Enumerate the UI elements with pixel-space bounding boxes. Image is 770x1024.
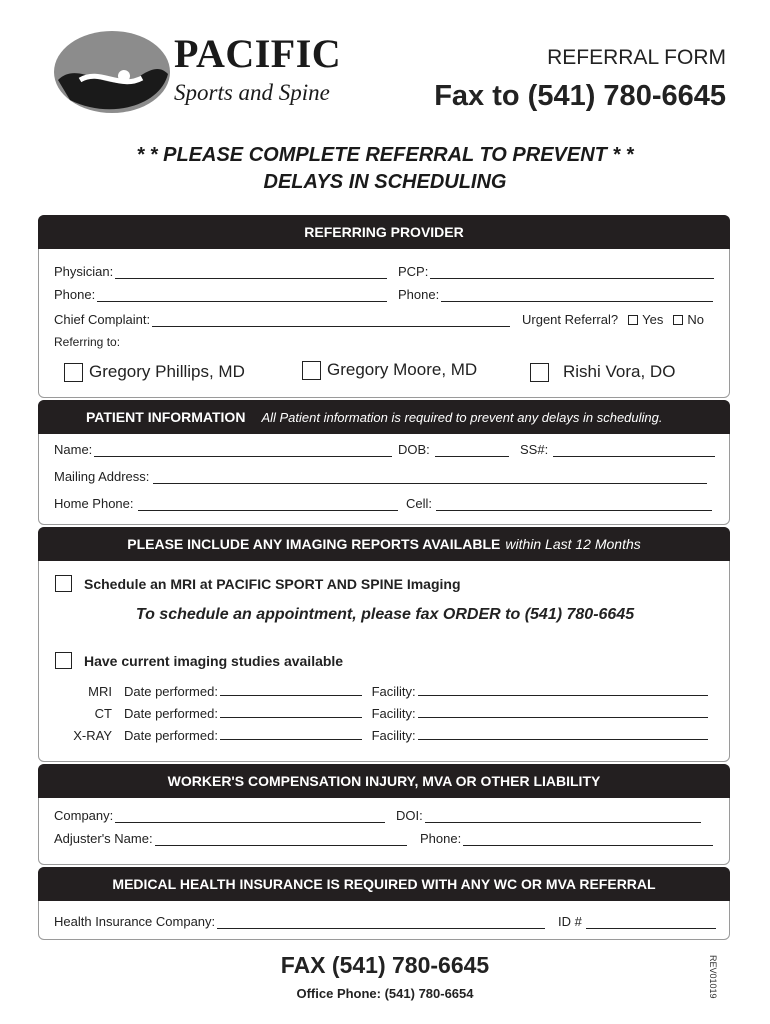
pcp-phone-line[interactable] [441, 289, 713, 302]
adjuster-phone-line[interactable] [463, 833, 713, 846]
moore-label: Gregory Moore, MD [327, 360, 478, 379]
modality-ct: CT [94, 706, 112, 721]
doi-line[interactable] [425, 810, 701, 823]
vora-checkbox[interactable] [530, 363, 549, 382]
schedule-mri-label: Schedule an MRI at PACIFIC SPORT AND SPINE Imaging [84, 575, 461, 592]
urgent-referral-field [522, 312, 704, 327]
current-imaging-checkbox[interactable] [55, 652, 72, 669]
dob-label: DOB: [398, 442, 430, 457]
fax-title: Fax to (541) 780-6645 [434, 80, 726, 112]
referring-to-label: Referring to: [54, 335, 121, 349]
health-insurance-line[interactable] [217, 916, 545, 929]
urgent-yes-checkbox[interactable] [628, 315, 638, 325]
health-insurance-field[interactable] [54, 914, 545, 929]
patient-name-field[interactable] [54, 442, 392, 457]
urgent-no-checkbox[interactable] [673, 315, 683, 325]
schedule-mri-option[interactable] [55, 575, 461, 592]
imaging-row-mri [60, 683, 708, 699]
workers-comp-bar [38, 764, 730, 798]
imaging-row-xray [60, 727, 708, 743]
adjuster-name-field[interactable] [54, 831, 407, 846]
moore-checkbox[interactable] [302, 361, 321, 380]
brand-subtitle: Sports and Spine [174, 80, 330, 105]
pcp-line[interactable] [430, 266, 714, 279]
ct-date-label: Date performed: [124, 706, 218, 721]
patient-info-title: PATIENT INFORMATION [86, 409, 246, 425]
patient-info-note: All Patient information is required to prevent any delays in scheduling. [261, 409, 663, 425]
wc-company-label: Company: [54, 808, 114, 823]
ct-facility-line[interactable] [418, 705, 708, 718]
provider-option-moore[interactable] [302, 360, 477, 380]
patient-name-line[interactable] [94, 444, 392, 457]
insurance-id-line[interactable] [586, 916, 716, 929]
imaging-title: PLEASE INCLUDE ANY IMAGING REPORTS AVAILABLE [127, 536, 501, 552]
current-imaging-label: Have current imaging studies available [84, 652, 344, 669]
adjuster-phone-field[interactable] [420, 831, 713, 846]
adjuster-name-label: Adjuster's Name: [54, 831, 153, 846]
imaging-row-ct [60, 705, 708, 721]
provider-option-phillips[interactable] [64, 362, 245, 382]
phillips-label: Gregory Phillips, MD [89, 362, 245, 381]
insurance-id-label: ID # [558, 914, 582, 929]
ct-facility-label: Facility: [371, 706, 416, 721]
notice-line-1: * * PLEASE COMPLETE REFERRAL TO PREVENT * * [136, 144, 634, 166]
imaging-note: within Last 12 Months [505, 536, 641, 552]
mri-facility-label: Facility: [371, 684, 416, 699]
xray-facility-label: Facility: [371, 728, 416, 743]
footer-fax: FAX (541) 780-6645 [280, 952, 490, 978]
schedule-appointment-note: To schedule an appointment, please fax ORDER to (541) 780-6645 [135, 606, 635, 623]
home-phone-label: Home Phone: [54, 496, 134, 511]
mri-facility-line[interactable] [418, 683, 708, 696]
modality-xray: X-RAY [73, 728, 112, 743]
home-phone-line[interactable] [138, 498, 398, 511]
referring-provider-title: REFERRING PROVIDER [304, 224, 464, 240]
chief-complaint-label: Chief Complaint: [54, 312, 151, 327]
physician-label: Physician: [54, 264, 114, 279]
imaging-bar [38, 527, 730, 561]
urgent-no-label: No [687, 312, 704, 327]
mailing-address-field[interactable] [54, 469, 707, 484]
cell-field[interactable] [406, 496, 712, 511]
mailing-address-line[interactable] [153, 471, 707, 484]
urgent-referral-label: Urgent Referral? [522, 312, 619, 327]
xray-date-line[interactable] [220, 727, 362, 740]
physician-field[interactable] [54, 264, 387, 279]
pcp-phone-label: Phone: [398, 287, 440, 302]
phillips-checkbox[interactable] [64, 363, 83, 382]
mailing-address-label: Mailing Address: [54, 469, 150, 484]
mri-date-label: Date performed: [124, 684, 218, 699]
workers-comp-title: WORKER'S COMPENSATION INJURY, MVA OR OTHER LIABILITY [167, 773, 601, 789]
ss-field[interactable] [520, 442, 715, 457]
patient-info-bar [38, 400, 730, 434]
insurance-id-field[interactable] [558, 914, 716, 929]
cell-line[interactable] [436, 498, 712, 511]
provider-phone-label: Phone: [54, 287, 96, 302]
insurance-title: MEDICAL HEALTH INSURANCE IS REQUIRED WITH ANY WC OR MVA REFERRAL [112, 876, 656, 892]
notice-line-2: DELAYS IN SCHEDULING [263, 171, 507, 193]
brand-name: PACIFIC [174, 31, 342, 76]
doi-field[interactable] [396, 808, 701, 823]
mri-date-line[interactable] [220, 683, 362, 696]
insurance-bar [38, 867, 730, 901]
vora-label: Rishi Vora, DO [563, 362, 676, 381]
adjuster-name-line[interactable] [155, 833, 407, 846]
chief-complaint-line[interactable] [152, 314, 510, 327]
urgent-yes-label: Yes [642, 312, 664, 327]
ss-label: SS#: [520, 442, 549, 457]
xray-date-label: Date performed: [124, 728, 218, 743]
health-insurance-label: Health Insurance Company: [54, 914, 216, 929]
wc-company-line[interactable] [115, 810, 385, 823]
pcp-label: PCP: [398, 264, 429, 279]
modality-mri: MRI [88, 684, 112, 699]
provider-phone-line[interactable] [97, 289, 387, 302]
schedule-mri-checkbox[interactable] [55, 575, 72, 592]
home-phone-field[interactable] [54, 496, 398, 511]
ct-date-line[interactable] [220, 705, 362, 718]
current-imaging-option[interactable] [55, 652, 343, 669]
ss-line[interactable] [553, 444, 715, 457]
xray-facility-line[interactable] [418, 727, 708, 740]
form-title: REFERRAL FORM [547, 46, 726, 69]
chief-complaint-field[interactable] [54, 312, 510, 327]
physician-line[interactable] [115, 266, 387, 279]
dob-field[interactable] [398, 442, 509, 457]
provider-option-vora[interactable] [530, 362, 675, 382]
adjuster-phone-label: Phone: [420, 831, 462, 846]
pcp-phone-field[interactable] [398, 287, 713, 302]
referring-provider-bar [38, 215, 730, 249]
dob-line[interactable] [435, 444, 509, 457]
wc-company-field[interactable] [54, 808, 385, 823]
footer-office-phone: Office Phone: (541) 780-6654 [296, 986, 474, 1001]
cell-label: Cell: [406, 496, 433, 511]
pcp-field[interactable] [398, 264, 714, 279]
doi-label: DOI: [396, 808, 423, 823]
patient-name-label: Name: [54, 442, 93, 457]
revision-code: REV01019 [708, 955, 718, 999]
provider-phone-field[interactable] [54, 287, 387, 302]
